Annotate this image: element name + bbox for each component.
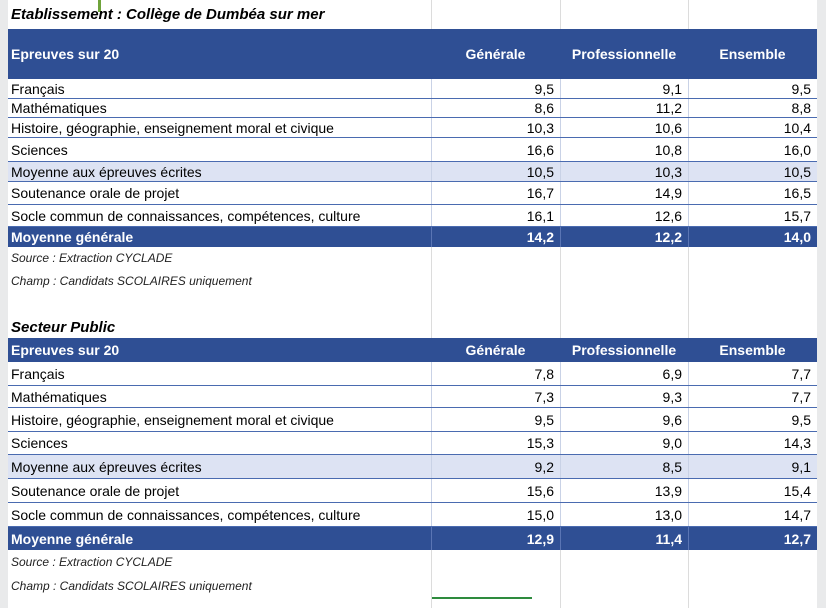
value-generale: 15,0 bbox=[431, 503, 560, 526]
value-generale: 12,9 bbox=[431, 527, 560, 550]
value-generale: 16,6 bbox=[431, 138, 560, 161]
value-ensemble: 7,7 bbox=[688, 386, 817, 407]
table-row bbox=[8, 362, 817, 386]
source-note bbox=[8, 550, 817, 574]
row-label: Histoire, géographie, enseignement moral et civique bbox=[11, 411, 334, 428]
source-text: Source : Extraction CYCLADE bbox=[11, 555, 173, 569]
champ-text: Champ : Candidats SCOLAIRES uniquement bbox=[11, 579, 252, 593]
right-margin-strip bbox=[817, 0, 826, 608]
value-professionnelle: 14,9 bbox=[560, 182, 688, 204]
row-label: Soutenance orale de projet bbox=[11, 185, 180, 201]
row-label: Mathématiques bbox=[11, 388, 107, 405]
table-row-average bbox=[8, 455, 817, 479]
value-professionnelle: 13,9 bbox=[560, 479, 688, 502]
table-row bbox=[8, 479, 817, 503]
value-generale: 9,5 bbox=[431, 79, 560, 98]
row-label: Socle commun de connaissances, compétences, culture bbox=[11, 506, 361, 523]
table-row bbox=[8, 182, 817, 205]
value-professionnelle: 9,6 bbox=[560, 408, 688, 431]
table-row bbox=[8, 386, 817, 408]
header-epreuves: Epreuves sur 20 bbox=[11, 46, 120, 62]
champ-note bbox=[8, 269, 817, 293]
row-label: Français bbox=[11, 365, 65, 382]
row-label: Moyenne aux épreuves écrites bbox=[11, 458, 202, 475]
value-generale: 9,2 bbox=[431, 455, 560, 478]
value-ensemble: 16,5 bbox=[688, 182, 817, 204]
table-row bbox=[8, 118, 817, 138]
spreadsheet bbox=[8, 0, 817, 608]
value-ensemble: 7,7 bbox=[688, 362, 817, 385]
value-ensemble: 9,5 bbox=[688, 408, 817, 431]
table-header bbox=[8, 29, 817, 79]
row-label: Mathématiques bbox=[11, 100, 107, 116]
value-generale: 9,5 bbox=[431, 408, 560, 431]
value-professionnelle: 6,9 bbox=[560, 362, 688, 385]
row-label: Socle commun de connaissances, compétences, culture bbox=[11, 207, 361, 224]
value-ensemble: 9,5 bbox=[688, 79, 817, 98]
left-margin-strip bbox=[0, 0, 8, 608]
value-ensemble: 12,7 bbox=[688, 527, 817, 550]
row-label: Moyenne générale bbox=[11, 530, 134, 547]
table-row bbox=[8, 138, 817, 162]
source-note bbox=[8, 247, 817, 269]
value-generale: 10,5 bbox=[431, 162, 560, 181]
value-professionnelle: 12,6 bbox=[560, 205, 688, 226]
header-ensemble: Ensemble bbox=[719, 46, 786, 62]
value-ensemble: 10,4 bbox=[688, 118, 817, 137]
section-title-text: Etablissement : Collège de Dumbéa sur mer bbox=[11, 6, 325, 23]
row-label: Français bbox=[11, 80, 65, 97]
value-ensemble: 15,4 bbox=[688, 479, 817, 502]
table-row-average bbox=[8, 162, 817, 182]
header-generale: Générale bbox=[465, 46, 526, 62]
value-ensemble: 14,3 bbox=[688, 432, 817, 454]
header-professionnelle: Professionnelle bbox=[571, 46, 677, 62]
value-generale: 16,1 bbox=[431, 205, 560, 226]
table-row bbox=[8, 432, 817, 455]
table-row bbox=[8, 79, 817, 99]
header-epreuves: Epreuves sur 20 bbox=[11, 342, 120, 358]
section-title bbox=[8, 316, 817, 338]
value-ensemble: 14,0 bbox=[688, 227, 817, 247]
value-professionnelle: 12,2 bbox=[560, 227, 688, 247]
value-professionnelle: 11,2 bbox=[560, 99, 688, 117]
row-label: Soutenance orale de projet bbox=[11, 482, 180, 499]
value-generale: 7,3 bbox=[431, 386, 560, 407]
value-ensemble: 8,8 bbox=[688, 99, 817, 117]
table-row bbox=[8, 503, 817, 527]
value-professionnelle: 8,5 bbox=[560, 455, 688, 478]
value-generale: 16,7 bbox=[431, 182, 560, 204]
value-professionnelle: 10,6 bbox=[560, 118, 688, 137]
value-professionnelle: 9,1 bbox=[560, 79, 688, 98]
champ-text: Champ : Candidats SCOLAIRES uniquement bbox=[11, 274, 252, 288]
value-generale: 8,6 bbox=[431, 99, 560, 117]
value-generale: 15,6 bbox=[431, 479, 560, 502]
value-professionnelle: 9,3 bbox=[560, 386, 688, 407]
value-generale: 15,3 bbox=[431, 432, 560, 454]
row-label: Moyenne générale bbox=[11, 229, 134, 245]
source-text: Source : Extraction CYCLADE bbox=[11, 251, 173, 265]
value-professionnelle: 10,8 bbox=[560, 138, 688, 161]
header-generale: Générale bbox=[465, 342, 526, 358]
value-ensemble: 14,7 bbox=[688, 503, 817, 526]
row-label: Sciences bbox=[11, 141, 68, 158]
champ-note bbox=[8, 574, 817, 598]
section-title bbox=[8, 0, 817, 29]
value-ensemble: 16,0 bbox=[688, 138, 817, 161]
table-row bbox=[8, 205, 817, 227]
value-ensemble: 10,5 bbox=[688, 162, 817, 181]
row-label: Histoire, géographie, enseignement moral et civique bbox=[11, 119, 334, 136]
section-title-text: Secteur Public bbox=[11, 318, 116, 336]
selection-underline bbox=[432, 597, 532, 599]
value-professionnelle: 11,4 bbox=[560, 527, 688, 550]
table-row-total bbox=[8, 527, 817, 550]
header-ensemble: Ensemble bbox=[719, 342, 786, 358]
table-row bbox=[8, 99, 817, 118]
value-professionnelle: 13,0 bbox=[560, 503, 688, 526]
table-header bbox=[8, 338, 817, 362]
value-ensemble: 15,7 bbox=[688, 205, 817, 226]
header-professionnelle: Professionnelle bbox=[571, 342, 677, 358]
value-generale: 10,3 bbox=[431, 118, 560, 137]
table-row-total bbox=[8, 227, 817, 247]
value-professionnelle: 10,3 bbox=[560, 162, 688, 181]
value-professionnelle: 9,0 bbox=[560, 432, 688, 454]
table-row bbox=[8, 408, 817, 432]
value-ensemble: 9,1 bbox=[688, 455, 817, 478]
row-label: Sciences bbox=[11, 435, 68, 451]
value-generale: 14,2 bbox=[431, 227, 560, 247]
value-generale: 7,8 bbox=[431, 362, 560, 385]
row-label: Moyenne aux épreuves écrites bbox=[11, 163, 202, 180]
